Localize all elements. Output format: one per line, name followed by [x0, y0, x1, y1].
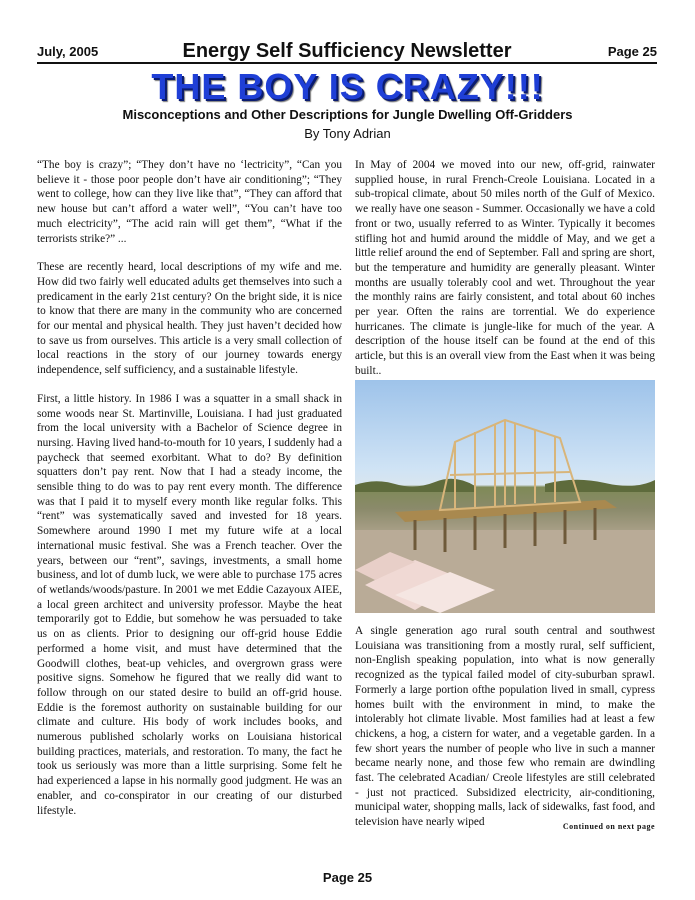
- article-subtitle: Misconceptions and Other Descriptions for Jungle Dwelling Off-Gridders: [122, 107, 573, 122]
- left-column: [37, 158, 342, 818]
- header-page-number: Page 25: [607, 44, 657, 59]
- footer-page-number: Page 25: [322, 870, 373, 885]
- paragraph: First, a little history. In 1986 I was a squatter in a small shack in some woods near St. Martinville, Louisiana. I had just graduated from the local university with a Bachelor of Science degree in nursing. Having lived hand-to-mouth for 10 years, I suddenly had a paycheck that seemed exorbitant. What to do? By definition squatters don’t pay rent. Now that I had a steady income, the sensible thing to do was to pay rent every month. The difference was that I paid it to myself every month like regular folks. This “rent” was systematically saved and invested for 18 years. Somewhere around 1990 I met my future wife at a local international music festival. She was a French teacher. Over the years, between our “rent”, savings, investments, a small home business, and lot of dumb luck, we were able to purchase 175 acres of wetlands/woods/pasture. In 2001 we met Eddie Cazayoux AIEE, a local green architect and university professor. Maybe the heat temporarily got to Eddie, but somehow he was persuaded to take us on as clients. Prior to designing our off-grid house Eddie performed a home visit, and must have determined that the Goodwill clothes, beat-up vehicles, and overgrown grass were positive signs. Somehow he figured that we really did want to follow through on our stated desire to build an off-grid house. Eddie is the foremost authority on sustainable building for our climate and culture. His body of work includes books, and numerous published scholarly works on Louisiana historical building practices, materials, and restoration. To many, the fact he took us seriously was more than a little surprising. Some felt he had experienced a lapse in his normally good judgment. He was an enabler, and co-conspirator in our creating of our disturbed lifestyle.: [37, 392, 342, 817]
- newsletter-header: [37, 40, 657, 64]
- paragraph: In May of 2004 we moved into our new, off-grid, rainwater supplied house, in rural French-Creole Louisiana. Located in a sub-tropical climate, about 50 miles north of the Gulf of Mexico. we really have one season - Summer. Occasionally we have a cold front or two, usually referred to as Winter. Typically it becomes stifling hot and humid around the middle of May, and we get a little relief around the end of September. Fall and spring are short, but the temperature and humidity are generally pleasant. Winter months are usually tolerably cool and wet. Throughout the year the monthly rains are fairly consistent, and total about 60 inches per year. Often the rains are torrential. We do experience hurricanes. The climate is jungle-like for much of the year. A description of the house itself can be found at the end of this article, but this is an overall view from the East when it was being built..: [355, 159, 655, 377]
- paragraph: These are recently heard, local descriptions of my wife and me. How did two fairly well educated adults get themselves into such a predicament in the early 21st century? On the bright side, it is nice to know that there are many in the community who are concerned for our mental and physical health. They just haven’t decided how to save us from ourselves. This article is a very small collection of local reactions in the story of our journey towards energy independence, self sufficiency, and a sustainable lifestyle.: [37, 261, 342, 377]
- issue-date: July, 2005: [37, 44, 99, 59]
- paragraph: “The boy is crazy”; “They don’t have no ‘lectricity”, “Can you believe it - those poor people don’t have air conditioning”; “They went to college, how can they live like that”, “They can afford that new house but can’t afford a water well”, “You can’t have too much electricity”, “The acid rain will get them”, “What if the terrorists strike?” ...: [37, 159, 342, 245]
- article-title: THE BOY IS CRAZY!!!: [151, 66, 544, 107]
- right-column-top: [355, 158, 655, 379]
- right-column-bottom: [355, 624, 655, 830]
- article-byline: By Tony Adrian: [304, 126, 391, 141]
- house-frame-illustration: [355, 380, 655, 613]
- header-rule: [37, 62, 657, 64]
- continued-note: Continued on next page: [562, 822, 655, 831]
- newsletter-title: Energy Self Sufficiency Newsletter: [182, 40, 512, 62]
- paragraph: A single generation ago rural south central and southwest Louisiana was transitioning from a mostly rural, self sufficient, non-English speaking population, into what is now generally recognized as the typical failed model of city-suburban sprawl. Formerly a large portion ofthe population lived in small, cypress homes built with the environment in mind, to make the intolerably hot climate livable. Most families had at least a few chickens, a hog, a cistern for water, and a vegetable garden. In a few short years the number of people who live in such a manner became nearly none, and those few who remain are dwindling fast. The celebrated Acadian/ Creole lifestyles are still celebrated - just not practiced. Subsidized electricity, air-conditioning, municipal water, shopping malls, lack of sidewalks, fast food, and television have nearly wiped: [355, 625, 655, 829]
- house-construction-photo: [355, 380, 655, 613]
